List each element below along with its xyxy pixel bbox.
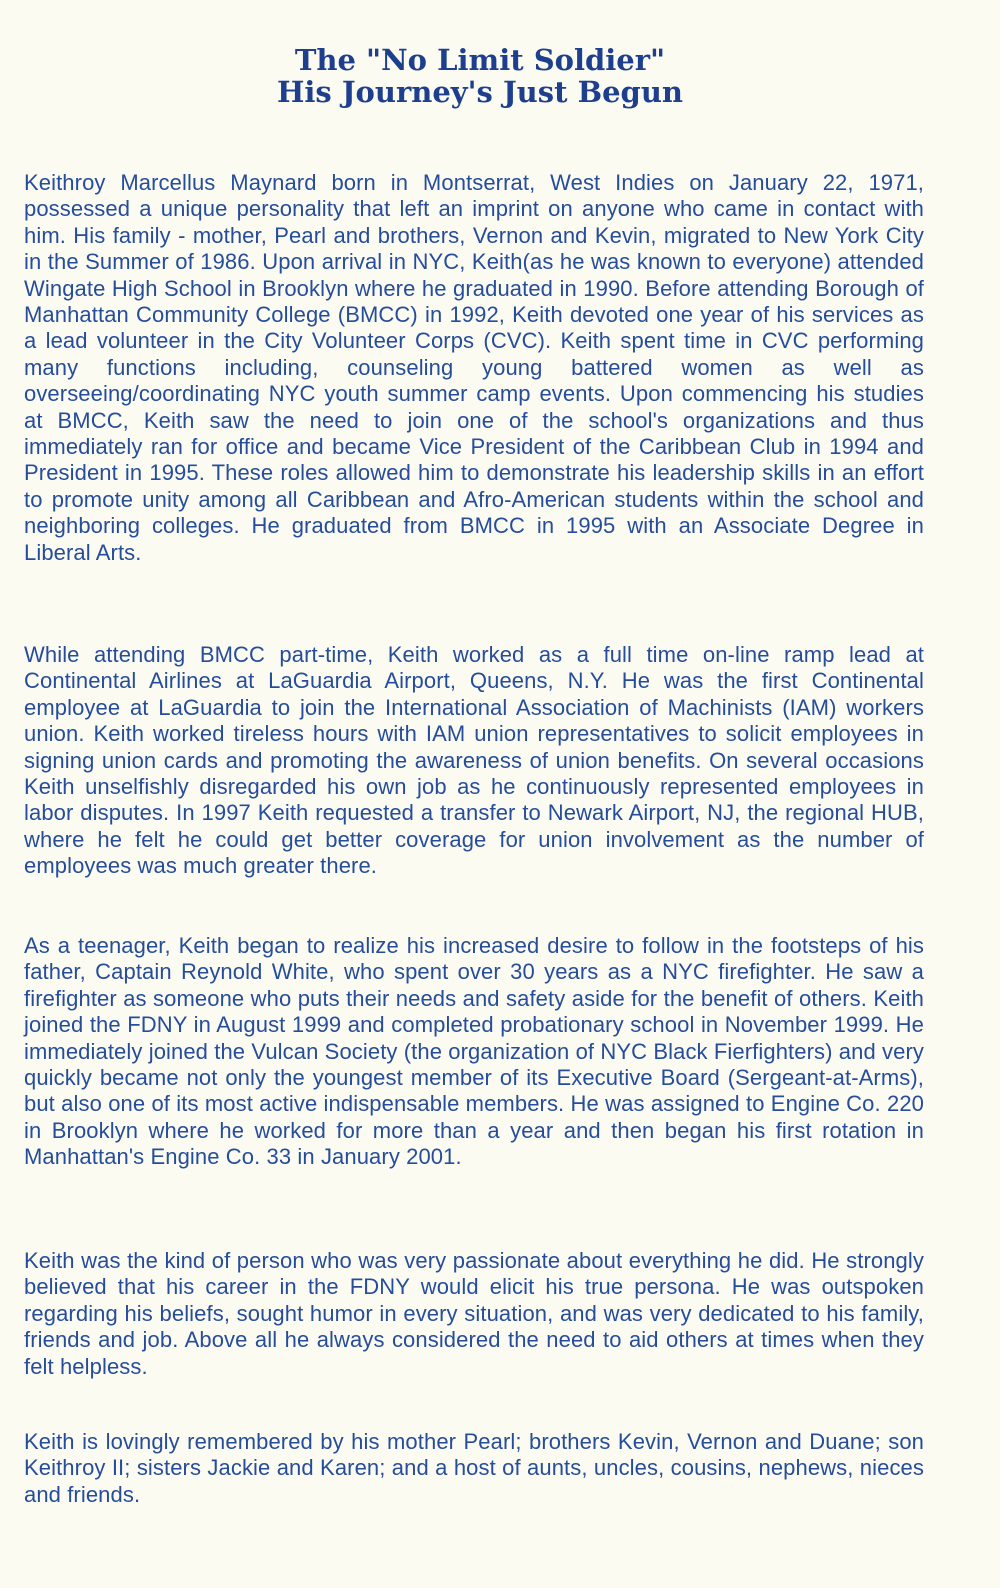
page-title	[0, 44, 960, 108]
paragraph-career-airline: While attending BMCC part-time, Keith worked as a full time on-line ramp lead at Continental Airlines at LaGuardia Airport, Queens, N.Y. He was the first Continental employee at LaGuardia to join the International Association of Machinists (IAM) workers union. Keith worked tireless hours with IAM union representatives to solicit employees in signing union cards and promoting the awareness of union benefits. On several occasions Keith unselfishly disregarded his own job as he continuously represented employees in labor disputes. In 1997 Keith requested a transfer to Newark Airport, NJ, the regional HUB, where he felt he could get better coverage for union involvement as the number of employees was much greater there.	[24, 642, 924, 879]
title-line-2: His Journey's Just Begun	[277, 75, 683, 109]
paragraph-character: Keith was the kind of person who was very passionate about everything he did. He strongly believed that his career in the FDNY would elicit his true persona. He was outspoken regarding his beliefs, sought humor in every situation, and was very dedicated to his family, friends and job. Above all he always considered the need to aid others at times when they felt helpless.	[24, 1248, 924, 1379]
title-line-1: The "No Limit Soldier"	[294, 43, 666, 77]
paragraph-remembered: Keith is lovingly remembered by his mother Pearl; brothers Kevin, Vernon and Duane; son Keithroy II; sisters Jackie and Karen; and a host of aunts, uncles, cousins, nephews, nieces and friends.	[24, 1429, 924, 1507]
paragraph-firefighter: As a teenager, Keith began to realize his increased desire to follow in the footsteps of his father, Captain Reynold White, who spent over 30 years as a NYC firefighter. He saw a firefighter as someone who puts their needs and safety aside for the benefit of others. Keith joined the FDNY in August 1999 and completed probationary school in November 1999. He immediately joined the Vulcan Society (the organization of NYC Black Fierfighters) and very quickly became not only the youngest member of its Executive Board (Sergeant-at-Arms), but also one of its most active indispensable members. He was assigned to Engine Co. 220 in Brooklyn where he worked for more than a year and then began his first rotation in Manhattan's Engine Co. 33 in January 2001.	[24, 933, 924, 1170]
paragraph-biography: Keithroy Marcellus Maynard born in Montserrat, West Indies on January 22, 1971, possessed a unique personality that left an imprint on anyone who came in contact with him. His family - mother, Pearl and brothers, Vernon and Kevin, migrated to New York City in the Summer of 1986. Upon arrival in NYC, Keith(as he was known to everyone) attended Wingate High School in Brooklyn where he graduated in 1990. Before attending Borough of Manhattan Community College (BMCC) in 1992, Keith devoted one year of his services as a lead volunteer in the City Volunteer Corps (CVC). Keith spent time in CVC performing many functions including, counseling young battered women as well as overseeing/coordinating NYC youth summer camp events. Upon commencing his studies at BMCC, Keith saw the need to join one of the school's organizations and thus immediately ran for office and became Vice President of the Caribbean Club in 1994 and President in 1995. These roles allowed him to demonstrate his leadership skills in an effort to promote unity among all Caribbean and Afro-American students within the school and neighboring colleges. He graduated from BMCC in 1995 with an Associate Degree in Liberal Arts.	[24, 170, 924, 565]
